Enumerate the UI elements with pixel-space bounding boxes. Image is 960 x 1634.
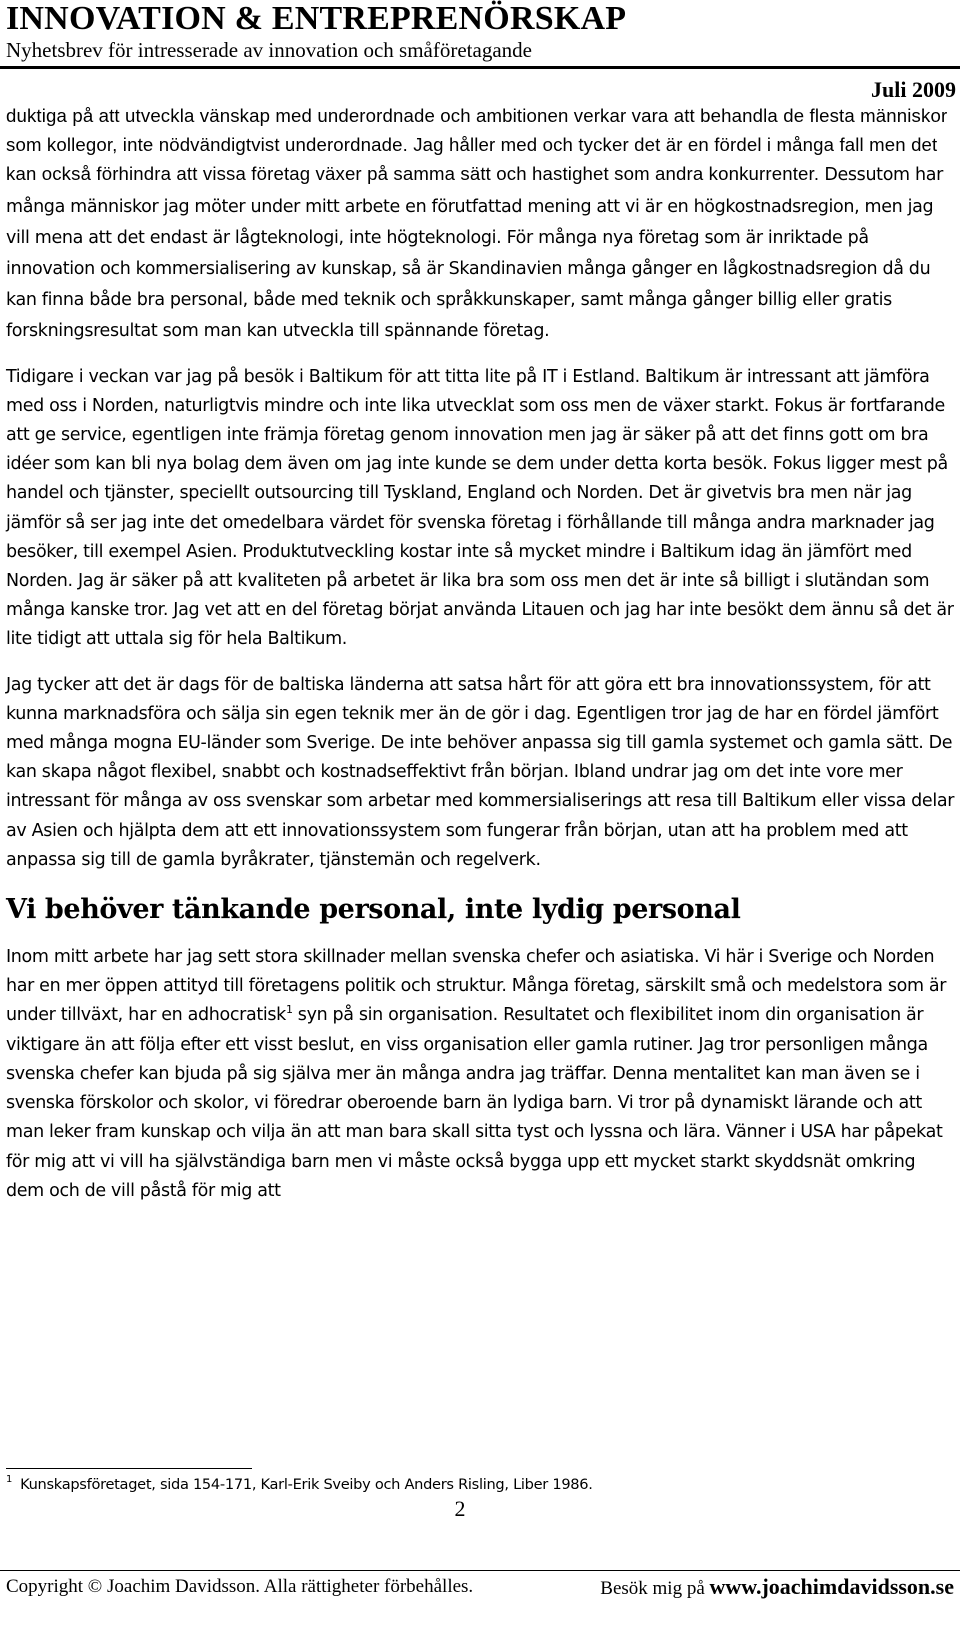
header-divider (0, 66, 960, 69)
footnote (6, 1474, 593, 1496)
paragraph-4-part-b: syn på sin organisation. Resultatet och flexibilitet inom din organisation är viktigare än att följa efter ett visst beslut, en viss organisation eller gamla rutiner. Jag tror personligen många svenska chefer kan bjuda på sig själva mer än många andra jag träffar. Denna mentalitet kan man även se i svenska förskolor och skolor, vi föredrar oberoende barn än lydiga barn. Vi tror på dynamiskt lärande och att man leker fram kunskap och vilja än att man bara skall sitta tyst och lyssna och lära. Vänner i USA har påpekat för mig att vi vill ha självständiga barn men vi måste också bygga upp ett mycket starkt skyddsnät omkring dem och de vill påstå för mig att (6, 1005, 943, 1201)
newsletter-title: INNOVATION & ENTREPRENÖRSKAP (6, 0, 627, 37)
paragraph-2: Tidigare i veckan var jag på besök i Baltikum för att titta lite på IT i Estland. Baltikum är intressant att jämföra med oss i Norden, naturligtvis mindre och inte lika utvecklat som oss men de växer starkt. Fokus är fortfarande att ge service, egentligen inte främja företag genom innovation men jag är säker på att det finns gott om bra idéer som kan bli nya bolag dem även om jag inte kunde se dem under detta korta besök. Fokus ligger mest på handel och tjänster, speciellt outsourcing till Tyskland, England och Norden. Det är givetvis bra men när jag jämför så ser jag inte det omedelbara värdet för svenska företag i förhållande till många andra marknader jag besöker, till exempel Asien. Produktutveckling kostar inte så mycket mindre i Baltikum idag än jämfört med Norden. Jag är säker på att kvaliteten på arbetet är lika bra som oss men det är inte så billigt i slutändan som många kanske tror. Jag vet att en del företag börjat använda Litauen och jag har inte besökt dem ännu så det är lite tidigt att uttala sig för hela Baltikum. (6, 366, 954, 650)
footnote-divider (6, 1468, 252, 1469)
newsletter-subtitle: Nyhetsbrev för intresserade av innovation och småföretagande (6, 38, 532, 62)
footer-website-link[interactable]: www.joachimdavidsson.se (709, 1574, 954, 1599)
issue-date: Juli 2009 (871, 77, 956, 102)
section-heading: Vi behöver tänkande personal, inte lydig personal (6, 894, 741, 926)
footnote-text: Kunskapsföretaget, sida 154-171, Karl-Erik Sveiby och Anders Risling, Liber 1986. (20, 1476, 593, 1493)
article-body (6, 101, 956, 1206)
footnote-reference[interactable]: 1 (285, 1003, 293, 1017)
paragraph-3: Jag tycker att det är dags för de baltiska länderna att satsa hårt för att göra ett bra innovationssystem, för att kunna marknadsföra och sälja sin egen teknik mer än de gör i dag. Egentligen tror jag de har en fördel jämfört med många mogna EU-länder som Sverige. De inte behöver anpassa sig till gamla systemet och gamla sätt. De kan skapa något flexibel, snabbt och kostnadseffektivt från början. Ibland undrar jag om det inte vore mer intressant för många av oss svenskar som arbetar med kommersialiserings att resa till Baltikum eller vissa delar av Asien och hjälpta dem att ett innovationssystem som fungerar från början, utan att ha problem med att anpassa sig till de gamla byråkrater, tjänstemän och regelverk. (6, 674, 955, 870)
paragraph-1-part-b: Dessutom har många människor jag möter under mitt arbete en förutfattad mening att vi är en högkostnadsregion, men jag vill mena att det endast är lågteknologi, inte högteknologi. För många nya företag som är inriktade på innovation och kommersialisering av kunskap, så är Skandinavien många gånger en lågkostnadsregion då du kan finna både bra personal, både med teknik och språkkunskaper, samt många gånger billig eller gratis forskningsresultat som man kan utveckla till spännande företag. (6, 165, 943, 342)
page-number: 2 (454, 1496, 466, 1521)
footer-visit (600, 1575, 954, 1601)
paragraph-1-part-a: duktiga på att utveckla vänskap med underordnade och ambitionen verkar vara att behandla de flesta människor som kollegor, inte nödvändigtvist underordnade. Jag håller med och tycker det är en fördel i många fall men det kan också förhindra att vissa företag växer på samma sätt och hastighet som andra konkurrenter. (6, 105, 948, 185)
paragraph-4 (6, 943, 956, 1206)
footnote-mark: 1 (6, 1474, 13, 1485)
paragraph-4-part-a: Inom mitt arbete har jag sett stora skillnader mellan svenska chefer och asiatiska. Vi här i Sverige och Norden har en mer öppen attityd till företagens politik och struktur. Många företag, särskilt små och medelstora som är under tillväxt, har en adhocratisk (6, 947, 947, 1026)
footer-visit-label: Besök mig på (600, 1578, 705, 1599)
paragraph-1 (6, 101, 956, 347)
footer-divider (0, 1570, 960, 1571)
footer-copyright: Copyright © Joachim Davidsson. Alla rättigheter förbehålles. (6, 1576, 474, 1597)
